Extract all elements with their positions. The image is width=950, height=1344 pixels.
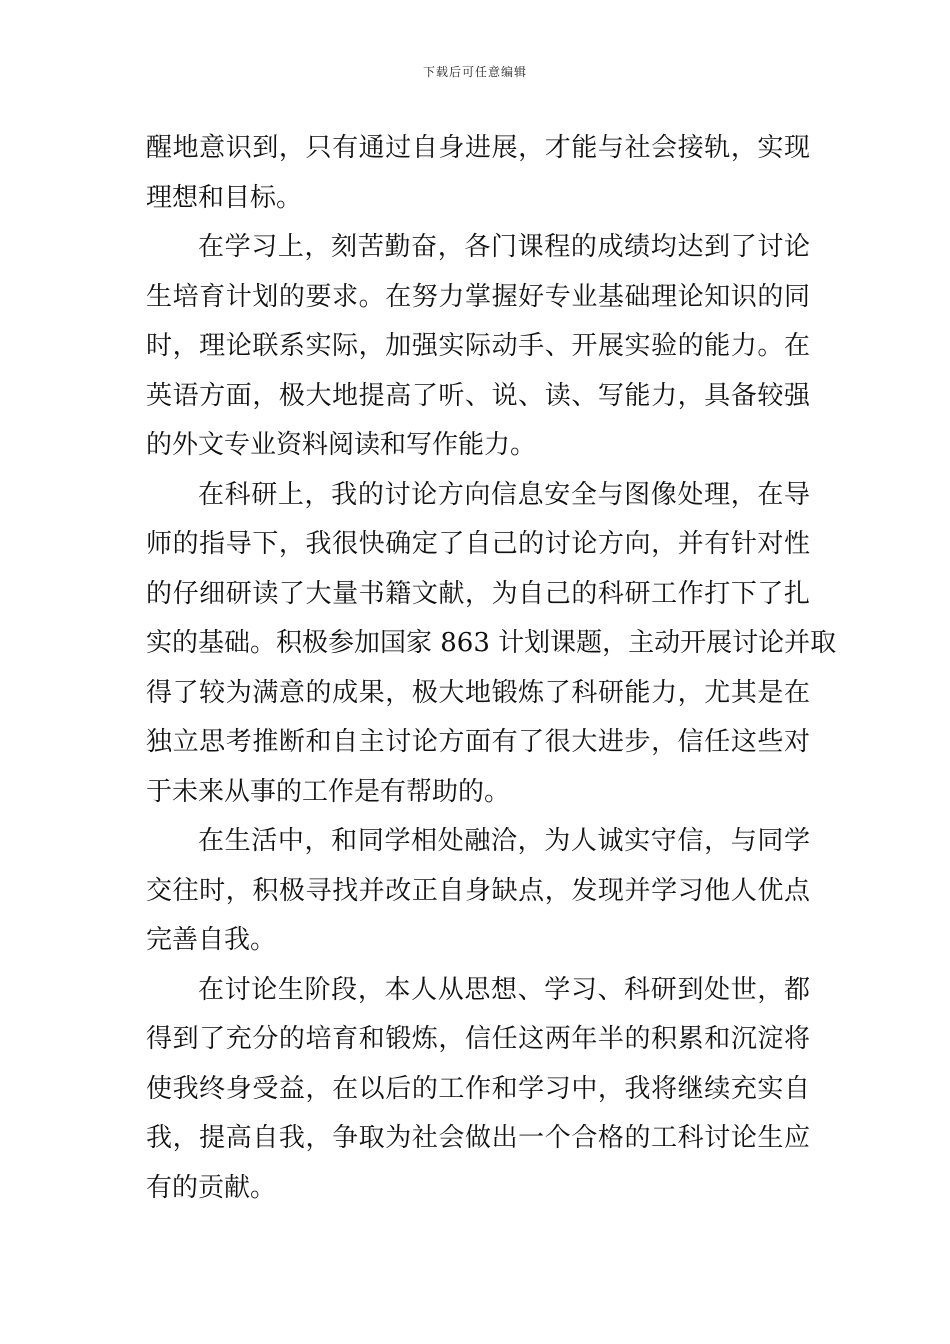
paragraph-continuation (146, 124, 810, 223)
text-line: 有的贡献。 (146, 1172, 277, 1203)
text-line: 独立思考推断和自主讨论方面有了很大进步，信任这些对 (146, 727, 810, 757)
text-line: 完善自我。 (146, 925, 277, 955)
text-line: 英语方面，极大地提高了听、说、读、写能力，具备较强 (146, 380, 810, 411)
text-line: 在科研上，我的讨论方向信息安全与图像处理，在导 (198, 479, 810, 510)
paragraph-study (146, 223, 810, 471)
text-line: 在讨论生阶段，本人从思想、学习、科研到处世，都 (198, 974, 810, 1005)
text-line: 在生活中，和同学相处融洽，为人诚实守信，与同学 (198, 826, 810, 856)
paragraph-summary (146, 966, 810, 1214)
text-line: 我，提高自我，争取为社会做出一个合格的工科讨论生应 (146, 1123, 810, 1153)
text-line: 在学习上，刻苦勤奋，各门课程的成绩均达到了讨论 (198, 232, 810, 262)
text-line: 使我终身受益，在以后的工作和学习中，我将继续充实自 (146, 1073, 810, 1104)
text-line: 时，理论联系实际，加强实际动手、开展实验的能力。在 (146, 331, 810, 361)
text-line: 于未来从事的工作是有帮助的。 (146, 776, 511, 807)
paragraph-research (146, 471, 837, 818)
text-line: 的外文专业资料阅读和写作能力。 (146, 430, 537, 460)
text-line: 交往时，积极寻找并改正自身缺点，发现并学习他人优点 (146, 875, 810, 906)
text-line: 的仔细研读了大量书籍文献，为自己的科研工作打下了扎 (146, 578, 810, 609)
text-line: 师的指导下，我很快确定了自己的讨论方向，并有针对性 (146, 529, 810, 559)
document-body (146, 124, 837, 1213)
text-line: 实的基础。积极参加国家 863 计划课题，主动开展讨论并取 (146, 628, 837, 658)
text-line: 理想和目标。 (146, 182, 303, 213)
text-line: 得到了充分的培育和锻炼，信任这两年半的积累和沉淀将 (146, 1024, 810, 1054)
text-line: 醒地意识到，只有通过自身进展，才能与社会接轨，实现 (146, 133, 810, 163)
paragraph-life (146, 817, 810, 966)
page-header: 下载后可任意编辑 (422, 65, 527, 79)
text-line: 得了较为满意的成果，极大地锻炼了科研能力，尤其是在 (146, 677, 810, 708)
text-line: 生培育计划的要求。在努力掌握好专业基础理论知识的同 (146, 281, 810, 312)
